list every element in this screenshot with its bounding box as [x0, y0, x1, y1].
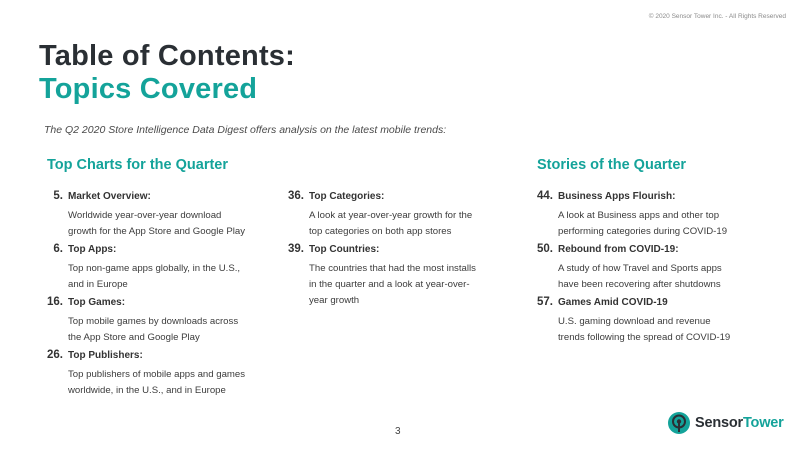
toc-entry-heading: Top Games: [68, 297, 126, 308]
toc-entry-heading: Games Amid COVID-19 [558, 297, 668, 308]
toc-entry-description: A look at year-over-year growth for the top categories on both app stores [309, 210, 473, 237]
toc-page-number: 26. [47, 349, 63, 361]
toc-page-number: 16. [47, 296, 63, 308]
toc-page-number: 5. [53, 190, 63, 202]
toc-entry-heading: Top Apps: [68, 244, 117, 255]
toc-entry-description: A look at Business apps and other top performing categories during COVID-19 [558, 210, 728, 237]
toc-entry-description: Top mobile games by downloads across the App Store and Google Play [68, 316, 239, 343]
toc-entry-description: U.S. gaming download and revenue trends following the spread of COVID-19 [558, 316, 731, 343]
sensor-tower-logo [667, 411, 784, 435]
toc-entry-description: Top publishers of mobile apps and games worldwide, in the U.S., and in Europe [68, 369, 246, 396]
toc-entry-heading: Top Countries: [309, 244, 380, 255]
toc-entry-description: A study of how Travel and Sports apps have been recovering after shutdowns [558, 263, 722, 290]
toc-page-number: 50. [537, 243, 553, 255]
toc-entry-description: Top non-game apps globally, in the U.S., and in Europe [68, 263, 241, 290]
toc-entry-heading: Business Apps Flourish: [558, 191, 676, 202]
toc-page-number: 44. [537, 190, 553, 202]
toc-entry-description: Worldwide year-over-year download growth for the App Store and Google Play [68, 210, 246, 237]
toc-entry-description: The countries that had the most installs in the quarter and a look at year-over- year growth [309, 263, 476, 306]
page-subtitle-heading: Topics Covered [39, 73, 258, 105]
toc-page-number: 6. [53, 243, 63, 255]
toc-page-number: 39. [288, 243, 304, 255]
page-number: 3 [395, 426, 401, 437]
intro-text: The Q2 2020 Store Intelligence Data Digest offers analysis on the latest mobile trends: [44, 124, 447, 136]
toc-page-number: 57. [537, 296, 553, 308]
toc-page-number: 36. [288, 190, 304, 202]
toc-entry-heading: Top Publishers: [68, 350, 143, 361]
toc-entry-heading: Top Categories: [309, 191, 385, 202]
copyright-notice: © 2020 Sensor Tower Inc. - All Rights Reserved [648, 13, 786, 20]
logo-wordmark: SensorTower [695, 415, 784, 431]
section-heading-top-charts: Top Charts for the Quarter [47, 157, 228, 173]
section-heading-stories: Stories of the Quarter [537, 157, 687, 173]
page-title: Table of Contents: [39, 40, 295, 72]
sensor-tower-logo-icon [667, 411, 691, 435]
toc-entry-heading: Rebound from COVID-19: [558, 244, 679, 255]
toc-entry-heading: Market Overview: [68, 191, 151, 202]
